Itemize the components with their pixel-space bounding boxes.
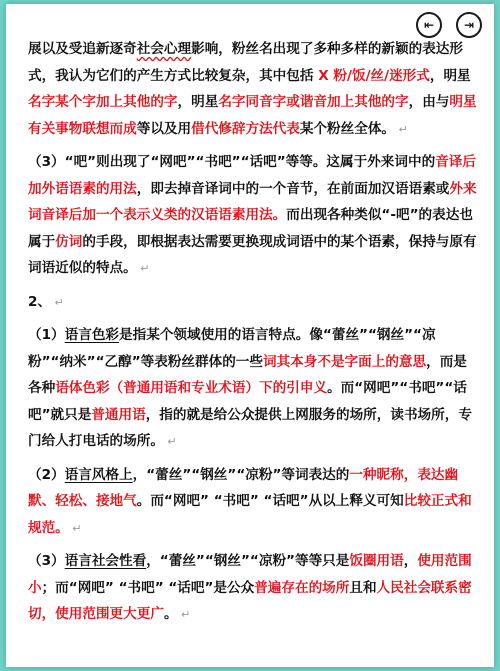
p4-run: （1） — [28, 327, 65, 343]
circle-arrow-left-icon[interactable]: ⇤ — [416, 12, 442, 38]
p4-run: 。而“网吧”“书吧”“话吧”就只是 — [28, 380, 467, 423]
p1-run: 名字某个字加上其他的字 — [28, 94, 178, 110]
p2-run: 外来词音译后加一个表示义类的汉语语素用法。 — [28, 180, 477, 223]
section-number-2 — [28, 289, 480, 317]
p1-run: ，由与 — [408, 94, 450, 110]
p1-run: 借代修辞方法代表 — [191, 120, 300, 137]
p1-run: 某个粉丝全体。 — [299, 120, 396, 137]
p6-run: 普遍存在的场所 — [254, 579, 350, 596]
p3-run: 2、 — [28, 293, 52, 310]
p1-run: ，明星 — [177, 94, 219, 110]
p1-run: 明星有关事物联想而成 — [28, 94, 477, 137]
p5-run: ，“蕾丝”“钢丝”“凉粉”等词表达的 — [132, 466, 350, 483]
paragraph-mark-icon: ↵ — [395, 122, 408, 136]
paragraph-mark-icon: ↵ — [163, 435, 177, 448]
paragraph-mark-icon: ↵ — [51, 295, 64, 309]
p6-run: 人民社会联系密切，使用范围更大更广 — [28, 579, 472, 622]
p4-run: 普通用语 — [91, 406, 146, 423]
p5-run: （2） — [28, 466, 65, 483]
p2-run: ，即去掉音译词中的一个音节，在前面加汉语语素或 — [136, 180, 450, 197]
p6-run: 且和 — [349, 579, 377, 596]
paragraph-fan-name-forms — [28, 36, 480, 143]
p2-run: 音译后加外语语素的用法 — [28, 154, 476, 197]
p6-run: ，“蕾丝”“钢丝”“凉粉”等等只是 — [146, 553, 350, 569]
paragraph-mark-icon: ↵ — [136, 262, 150, 275]
circle-arrow-right-icon[interactable]: ⇥ — [456, 12, 482, 38]
p6-run: 。 — [163, 606, 178, 622]
p1-run: X 粉/饭/丝/迷形式 — [318, 67, 430, 84]
p1-run: 展以及受追新逐奇 — [28, 41, 137, 57]
paragraph-language-sociality — [28, 548, 480, 629]
p6-run: （3） — [28, 553, 65, 569]
p2-run: 而出现各种类似“-吧”的表达也属于 — [28, 207, 473, 250]
p1-run: 社会心理 — [136, 41, 192, 57]
p6-run: 饭圈用语 — [349, 553, 404, 569]
paragraph-ba-suffix — [28, 149, 480, 283]
p6-run: ；而“网吧” “书吧” “话吧”是公众 — [41, 579, 255, 596]
p1-run: 影响，粉丝名出现了多种多样的新颖的表达形式，我认为它们的产生方式比较复杂，其中包括 — [28, 41, 463, 84]
p6-run: 使用范围小 — [28, 553, 472, 596]
p2-run: （3）“吧”则出现了“网吧”“书吧”“话吧”等等。这属于外来词中的 — [28, 154, 436, 170]
paragraph-mark-icon: ↵ — [68, 521, 82, 535]
paragraph-mark-icon: ↵ — [177, 608, 191, 621]
p4-run: ，指的就是给公众提供上网服务的场所，读书场所，专门给人打电话的场所。 — [28, 406, 472, 449]
p2-run: 仿词 — [55, 233, 83, 250]
p5-run: 一种昵称，表达幽默、轻松、接地气 — [28, 466, 459, 509]
p5-run: 。而“网吧” “书吧” “话吧”从以上释义可知 — [136, 493, 404, 509]
p2-run: 的手段，即根据表达需要更换现成词语中的某个语素，保持与原有词语近似的特点。 — [28, 233, 477, 276]
p1-run: 等以及用 — [136, 120, 192, 137]
p4-run: 词其本身不是字面上的意思 — [262, 353, 427, 370]
paragraph-language-style — [28, 462, 480, 543]
p5-run: 语言风格上 — [64, 466, 133, 483]
paragraph-language-color — [28, 322, 480, 456]
document-body — [28, 36, 480, 629]
p4-run: ，而是各种 — [28, 353, 467, 396]
p1-run: ，明星 — [429, 67, 471, 84]
p6-run: ， — [403, 553, 418, 569]
p5-run: 比较正式和规范。 — [28, 493, 472, 536]
p4-run: 语体色彩（普通用语和专业术语）下的引申义 — [55, 380, 328, 396]
p4-run: 语言色彩 — [64, 327, 120, 343]
p6-run: 语言社会性看 — [64, 553, 147, 569]
p1-run: 名字同音字或谐音加上其他的字 — [218, 94, 409, 110]
p4-run: 是指某个领域使用的语言特点。像“蕾丝”“钢丝”“凉粉”“纳米”“乙醇”等表粉丝群体的一些 — [28, 327, 436, 370]
